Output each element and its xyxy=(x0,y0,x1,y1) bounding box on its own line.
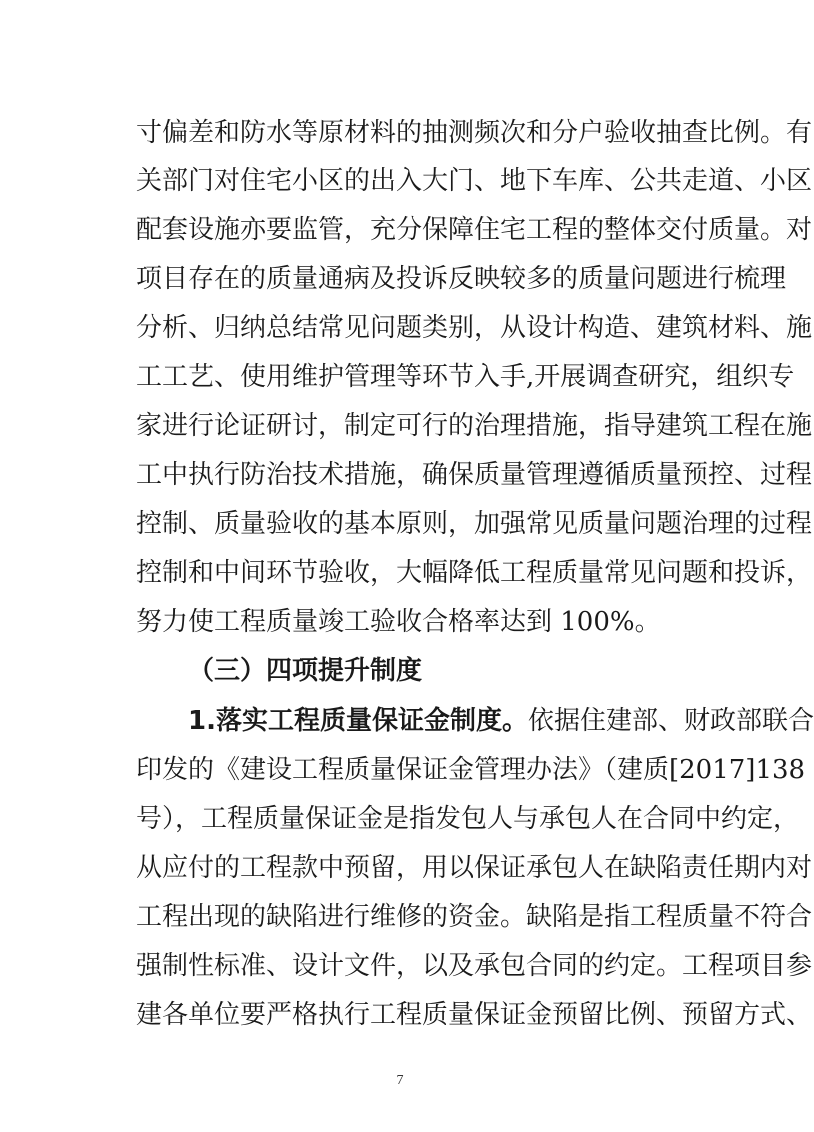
first-line-text: 依据住建部、财政部联合 xyxy=(527,706,814,736)
paragraph-line: 工程出现的缺陷进行维修的资金。缺陷是指工程质量不符合 xyxy=(136,902,813,932)
paragraph-line: 项目存在的质量通病及投诉反映较多的质量问题进行梳理 xyxy=(136,264,787,294)
paragraph-line: 家进行论证研讨，制定可行的治理措施，指导建筑工程在施 xyxy=(136,411,813,441)
paragraph-first-line xyxy=(188,706,814,736)
page-number: 7 xyxy=(396,1073,404,1088)
paragraph-line: 印发的《建设工程质量保证金管理办法》（建质[2017]138 xyxy=(136,755,806,785)
paragraph-line: 分析、归纳总结常见问题类别，从设计构造、建筑材料、施 xyxy=(136,313,813,343)
paragraph-line: 努力使工程质量竣工验收合格率达到 100%。 xyxy=(136,607,661,637)
paragraph-line: 强制性标准、设计文件，以及承包合同的约定。工程项目参 xyxy=(136,951,813,981)
paragraph-line: 建各单位要严格执行工程质量保证金预留比例、预留方式、 xyxy=(136,1000,813,1030)
paragraph-line: 关部门对住宅小区的出入大门、地下车库、公共走道、小区 xyxy=(136,166,813,196)
paragraph-line: 寸偏差和防水等原材料的抽测频次和分户验收抽查比例。有 xyxy=(136,118,813,148)
section-heading: （三）四项提升制度 xyxy=(188,656,423,686)
paragraph-line: 工工艺、使用维护管理等环节入手,开展调查研究，组织专 xyxy=(136,362,795,392)
paragraph-line: 控制、质量验收的基本原则，加强常见质量问题治理的过程 xyxy=(136,509,813,539)
paragraph-line: 配套设施亦要监管，充分保障住宅工程的整体交付质量。对 xyxy=(136,215,813,245)
bold-lead-title: 1.落实工程质量保证金制度。 xyxy=(188,706,528,736)
paragraph-line: 从应付的工程款中预留，用以保证承包人在缺陷责任期内对 xyxy=(136,853,813,883)
paragraph-line: 工中执行防治技术措施，确保质量管理遵循质量预控、过程 xyxy=(136,460,813,490)
paragraph-line: 号），工程质量保证金是指发包人与承包人在合同中约定， xyxy=(136,804,800,834)
paragraph-line: 控制和中间环节验收，大幅降低工程质量常见问题和投诉， xyxy=(136,558,813,588)
